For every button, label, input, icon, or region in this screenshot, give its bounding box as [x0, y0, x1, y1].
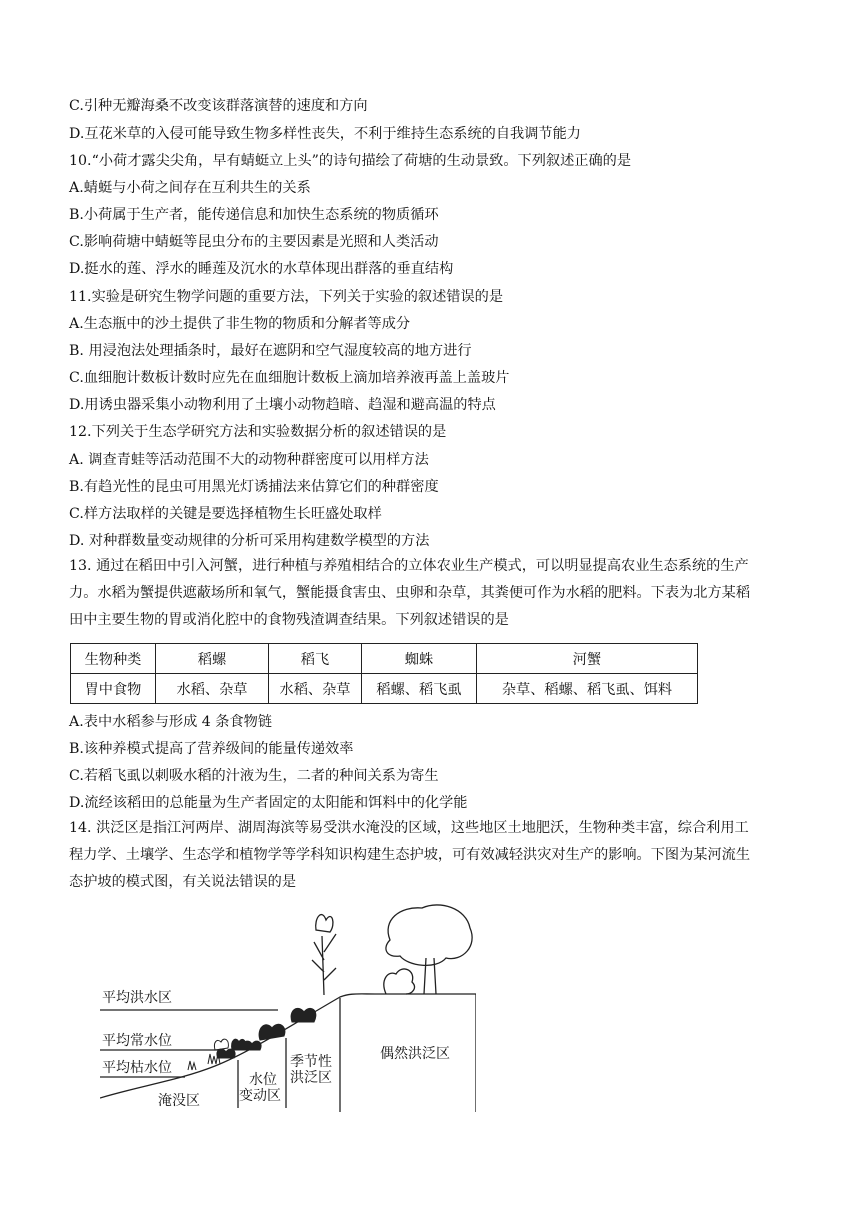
label-water-fluctuation-1: 水位 — [249, 1072, 277, 1088]
table-header-cell: 生物种类 — [71, 644, 156, 674]
table-row-species — [71, 644, 698, 674]
q13-option-a: A.表中水稻参与形成 4 条食物链 — [69, 714, 273, 730]
q9-option-c: C.引种无瓣海桑不改变该群落演替的速度和方向 — [69, 98, 368, 114]
table-cell-species: 河蟹 — [477, 644, 698, 674]
slim-tree-top — [316, 915, 333, 932]
q11-option-d: D.用诱虫器采集小动物利用了土壤小动物趋暗、趋湿和避高温的特点 — [69, 397, 496, 413]
q9-option-d: D.互花米草的入侵可能导致生物多样性丧失，不利于维持生态系统的自我调节能力 — [69, 126, 581, 142]
q12-option-a: A. 调查青蛙等活动范围不大的动物种群密度可以用样方法 — [69, 452, 429, 468]
q12-option-b: B.有趋光性的昆虫可用黑光灯诱捕法来估算它们的种群密度 — [69, 479, 439, 495]
q11-option-b: B. 用浸泡法处理插条时，最好在遮阴和空气湿度较高的地方进行 — [69, 343, 472, 359]
q13-option-d: D.流经该稻田的总能量为生产者固定的太阳能和饵料中的化学能 — [69, 795, 468, 811]
q13-stem-line: 力。水稻为蟹提供遮蔽场所和氧气，蟹能摄食害虫、虫卵和杂草，其粪便可作为水稻的肥料。下表为北方某稻 — [69, 585, 751, 601]
q11-stem: 11.实验是研究生物学问题的重要方法，下列关于实验的叙述错误的是 — [69, 289, 504, 305]
label-average-normal-level: 平均常水位 — [102, 1033, 172, 1049]
grass — [188, 1061, 196, 1070]
aquatic-plant — [214, 1039, 228, 1050]
table-cell-species: 稻螺 — [156, 644, 269, 674]
aquatic-plant — [232, 1039, 246, 1050]
label-seasonal-flood-1: 季节性 — [290, 1054, 332, 1070]
q10-option-a: A.蜻蜓与小荷之间存在互利共生的关系 — [69, 180, 311, 196]
food-residue-table — [70, 643, 698, 704]
table-cell-species: 稻飞 — [269, 644, 362, 674]
q13-stem-line: 田中主要生物的胃或消化腔中的食物残渣调查结果。下列叙述错误的是 — [69, 612, 509, 628]
table-cell-food: 水稻、杂草 — [269, 674, 362, 704]
table-row-food — [71, 674, 698, 704]
slope-protection-diagram — [100, 900, 476, 1115]
table-cell-food: 水稻、杂草 — [156, 674, 269, 704]
canopy-tree-trunk — [424, 958, 436, 994]
q13-stem-line: 13. 通过在稻田中引入河蟹，进行种植与养殖相结合的立体农业生产模式，可以明显提高农业生态系统的生产 — [69, 558, 749, 574]
q13-option-c: C.若稻飞虱以刺吸水稻的汁液为生，二者的种间关系为寄生 — [69, 768, 439, 784]
q12-option-c: C.样方法取样的关键是要选择植物生长旺盛处取样 — [69, 506, 382, 522]
slope-bush — [259, 1024, 285, 1040]
canopy-tree — [386, 905, 472, 965]
shrub — [384, 969, 415, 994]
q12-option-d: D. 对种群数量变动规律的分析可采用构建数学模型的方法 — [69, 533, 430, 549]
q14-stem-line: 态护坡的模式图，有关说法错误的是 — [69, 874, 297, 890]
table-header-cell: 胃中食物 — [71, 674, 156, 704]
q14-stem-line: 14. 洪泛区是指江河两岸、湖周海滨等易受洪水淹没的区域，这些地区土地肥沃，生物种类丰富，综合利用工 — [69, 820, 749, 836]
slim-tree — [312, 934, 336, 995]
q10-stem: 10.“小荷才露尖尖角，早有蜻蜓立上头”的诗句描绘了荷塘的生动景致。下列叙述正确的是 — [69, 153, 632, 169]
label-seasonal-flood-2: 洪泛区 — [290, 1070, 332, 1086]
q10-option-b: B.小荷属于生产者，能传递信息和加快生态系统的物质循环 — [69, 207, 439, 223]
q11-option-a: A.生态瓶中的沙土提供了非生物的物质和分解者等成分 — [69, 316, 411, 332]
label-average-flood-zone: 平均洪水区 — [102, 990, 172, 1006]
table-cell-food: 稻螺、稻飞虱 — [362, 674, 477, 704]
slope-diagram-graphic — [100, 900, 476, 1115]
q12-stem: 12.下列关于生态学研究方法和实验数据分析的叙述错误的是 — [69, 424, 447, 440]
q11-option-c: C.血细胞计数板计数时应先在血细胞计数板上滴加培养液再盖上盖玻片 — [69, 370, 510, 386]
label-submerged-zone: 淹没区 — [158, 1093, 200, 1109]
q13-option-b: B.该种养模式提高了营养级间的能量传递效率 — [69, 741, 354, 757]
slope-bush — [291, 1008, 316, 1022]
label-occasional-flood-zone: 偶然洪泛区 — [380, 1046, 450, 1062]
q13-stem — [69, 553, 793, 634]
q10-option-c: C.影响荷塘中蜻蜓等昆虫分布的主要因素是光照和人类活动 — [69, 234, 439, 250]
label-average-dry-level: 平均枯水位 — [102, 1060, 172, 1076]
q14-stem-line: 程力学、土壤学、生态学和植物学等学科知识构建生态护坡，可有效减轻洪灾对生产的影响。下图为某河流生 — [69, 847, 751, 863]
table-cell-food: 杂草、稻螺、稻飞虱、饵料 — [477, 674, 698, 704]
q10-option-d: D.挺水的莲、浮水的睡莲及沉水的水草体现出群落的垂直结构 — [69, 261, 454, 277]
label-water-fluctuation-2: 变动区 — [239, 1088, 281, 1104]
table-cell-species: 蜘蛛 — [362, 644, 477, 674]
q14-stem — [69, 815, 793, 896]
